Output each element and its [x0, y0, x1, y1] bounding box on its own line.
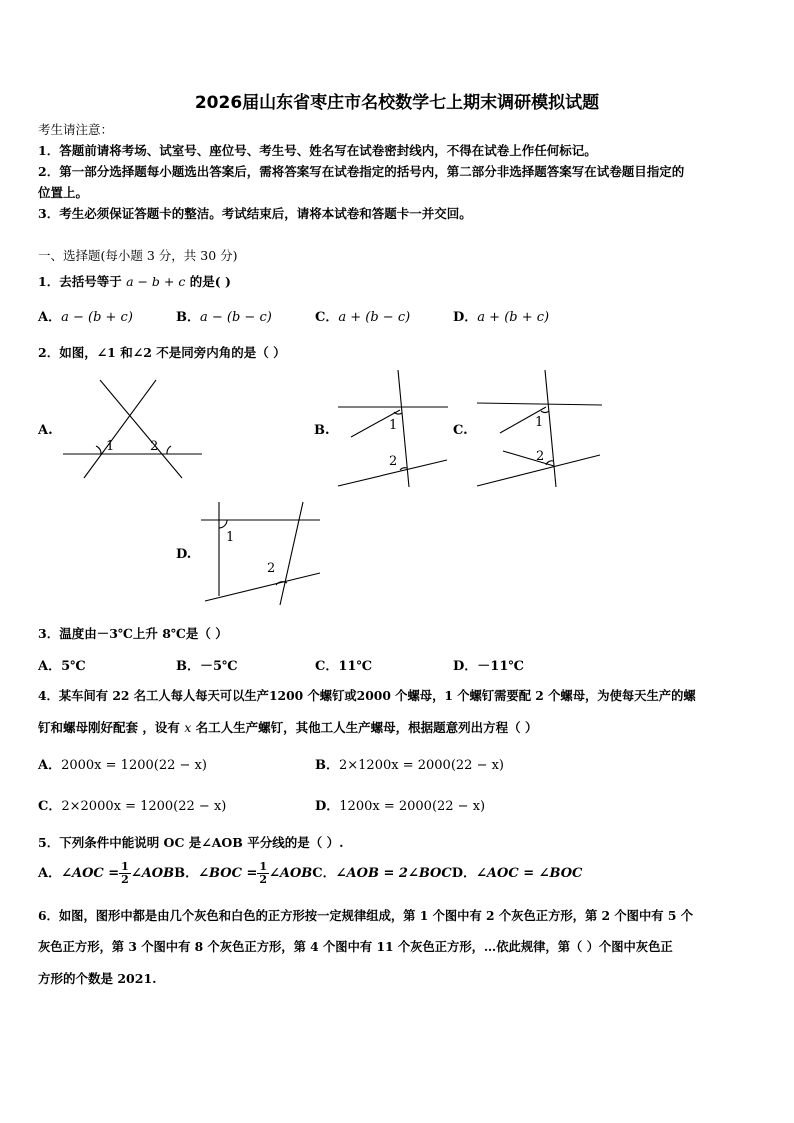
q4-text-b: 名工人生产螺钉，其他工人生产螺母，根据题意列出方程（ ） [195, 720, 538, 735]
q5-option-d[interactable] [452, 866, 583, 881]
option-text: a + (b − c) [338, 310, 411, 325]
question-6-line-2: 灰色正方形，第 3 个图中有 8 个灰色正方形，第 4 个图中有 11 个灰色正方形，…依此规律，第（ ）个图中灰色正 [38, 939, 673, 954]
option-label: A． [38, 758, 62, 773]
option-label: C． [312, 866, 336, 881]
notice-item-2-cont: 位置上。 [38, 185, 89, 200]
q5-option-a[interactable] [38, 860, 175, 886]
option-text: ∠AOC = [61, 866, 120, 881]
angle-2-label: 2 [389, 454, 398, 469]
q4-option-a[interactable] [38, 754, 207, 773]
angle-1-label: 1 [106, 439, 115, 454]
q3-option-b[interactable] [176, 655, 238, 674]
notice-item-1: 1．答题前请将考场、试室号、座位号、考生号、姓名写在试卷密封线内，不得在试卷上作任何标记。 [38, 143, 597, 158]
q5-option-c[interactable] [312, 866, 451, 881]
angle-2-label: 2 [536, 449, 545, 464]
option-label: C． [38, 799, 62, 814]
notice-item-2: 2．第一部分选择题每小题选出答案后，需将答案写在试卷指定的括号内，第二部分非选择题答案写在试卷题目指定的 [38, 164, 685, 179]
question-5-stem: 5．下列条件中能说明 OC 是∠AOB 平分线的是（ ）. [38, 835, 344, 850]
page-title: 2026届山东省枣庄市名校数学七上期末调研模拟试题 [194, 93, 600, 113]
q1-stem-tail: 的是( ) [189, 274, 231, 289]
question-6-line-3: 方形的个数是 2021. [38, 971, 157, 986]
angle-2-label: 2 [150, 439, 159, 454]
q4-option-c[interactable] [38, 795, 226, 814]
angle-1-label: 1 [389, 418, 398, 433]
q2-label-a[interactable]: A. [38, 423, 53, 438]
option-text: －5℃ [200, 659, 238, 674]
fraction-numerator: 1 [121, 860, 129, 873]
option-text: a − (b + c) [61, 310, 133, 325]
option-text: 5℃ [61, 659, 86, 674]
q5-option-b[interactable] [174, 860, 313, 886]
angle-1-label: 1 [535, 415, 544, 430]
option-text: ∠AOC = ∠BOC [476, 866, 583, 881]
option-text: 1200x = 2000(22 − x) [339, 799, 486, 814]
angle-2-label: 2 [267, 561, 276, 576]
option-label: C． [315, 310, 339, 325]
q1-stem-text: 1．去括号等于 [38, 274, 122, 289]
fraction-denominator: 2 [121, 873, 129, 886]
option-label: B． [176, 310, 200, 325]
q2-label-c[interactable]: C. [453, 423, 468, 438]
question-4-line-2 [38, 718, 538, 736]
fraction-numerator: 1 [259, 860, 267, 873]
q4-option-d[interactable] [315, 795, 485, 814]
option-label: D． [453, 659, 478, 674]
option-text: 11℃ [338, 659, 373, 674]
q3-option-d[interactable] [453, 655, 524, 674]
option-label: B． [315, 758, 339, 773]
question-4-line-1: 4．某车间有 22 名工人每人每天可以生产1200 个螺钉或2000 个螺母，1 个螺钉需要配 2 个螺母，为使每天生产的螺 [38, 688, 696, 703]
q4-option-b[interactable] [315, 754, 504, 773]
q2-label-b[interactable]: B. [314, 423, 330, 438]
option-label: A． [38, 866, 62, 881]
q2-label-d[interactable]: D. [176, 547, 192, 562]
q3-option-a[interactable] [38, 655, 86, 674]
option-label: B． [176, 659, 200, 674]
option-text: ∠AOB = 2∠BOC [335, 866, 452, 881]
q1-expr: a − b + c [126, 274, 186, 289]
option-label: D． [451, 866, 477, 881]
option-label: D． [453, 310, 478, 325]
question-6-line-1: 6．如图，图形中都是由几个灰色和白色的正方形按一定规律组成，第 1 个图中有 2 个灰色正方形，第 2 个图中有 5 个 [38, 908, 693, 923]
question-2-stem: 2．如图，∠1 和∠2 不是同旁内角的是（ ） [38, 345, 286, 360]
option-label: B． [174, 866, 199, 881]
fraction-denominator: 2 [259, 873, 267, 886]
option-text: 2×2000x = 1200(22 − x) [61, 799, 227, 814]
fraction [257, 861, 269, 886]
q3-option-c[interactable] [315, 655, 372, 674]
q4-variable: x [184, 720, 192, 735]
option-label: A． [38, 659, 62, 674]
option-text: ∠BOC = [198, 866, 258, 881]
option-text: 2×1200x = 2000(22 − x) [339, 758, 504, 773]
q5-options-row [38, 861, 582, 886]
q4-text-a: 钉和螺母刚好配套 ，设有 [38, 720, 180, 735]
option-label: C． [315, 659, 339, 674]
option-text: a + (b + c) [477, 310, 550, 325]
option-text: ∠AOB [269, 866, 313, 881]
section-heading: 一、选择题(每小题 3 分，共 30 分) [38, 248, 238, 263]
option-label: A． [38, 310, 62, 325]
option-text: a − (b − c) [200, 310, 272, 325]
fraction [119, 861, 131, 886]
option-label: D． [315, 799, 340, 814]
option-text: 2000x = 1200(22 − x) [61, 758, 207, 773]
option-text: ∠AOB [130, 866, 175, 881]
notice-item-3: 3．考生必须保证答题卡的整洁。考试结束后，请将本试卷和答题卡一并交回。 [38, 206, 472, 221]
angle-1-label: 1 [226, 530, 235, 545]
option-text: －11℃ [477, 659, 524, 674]
notice-heading: 考生请注意： [38, 122, 114, 137]
question-3-stem: 3．温度由－3℃上升 8℃是（ ） [38, 626, 228, 641]
